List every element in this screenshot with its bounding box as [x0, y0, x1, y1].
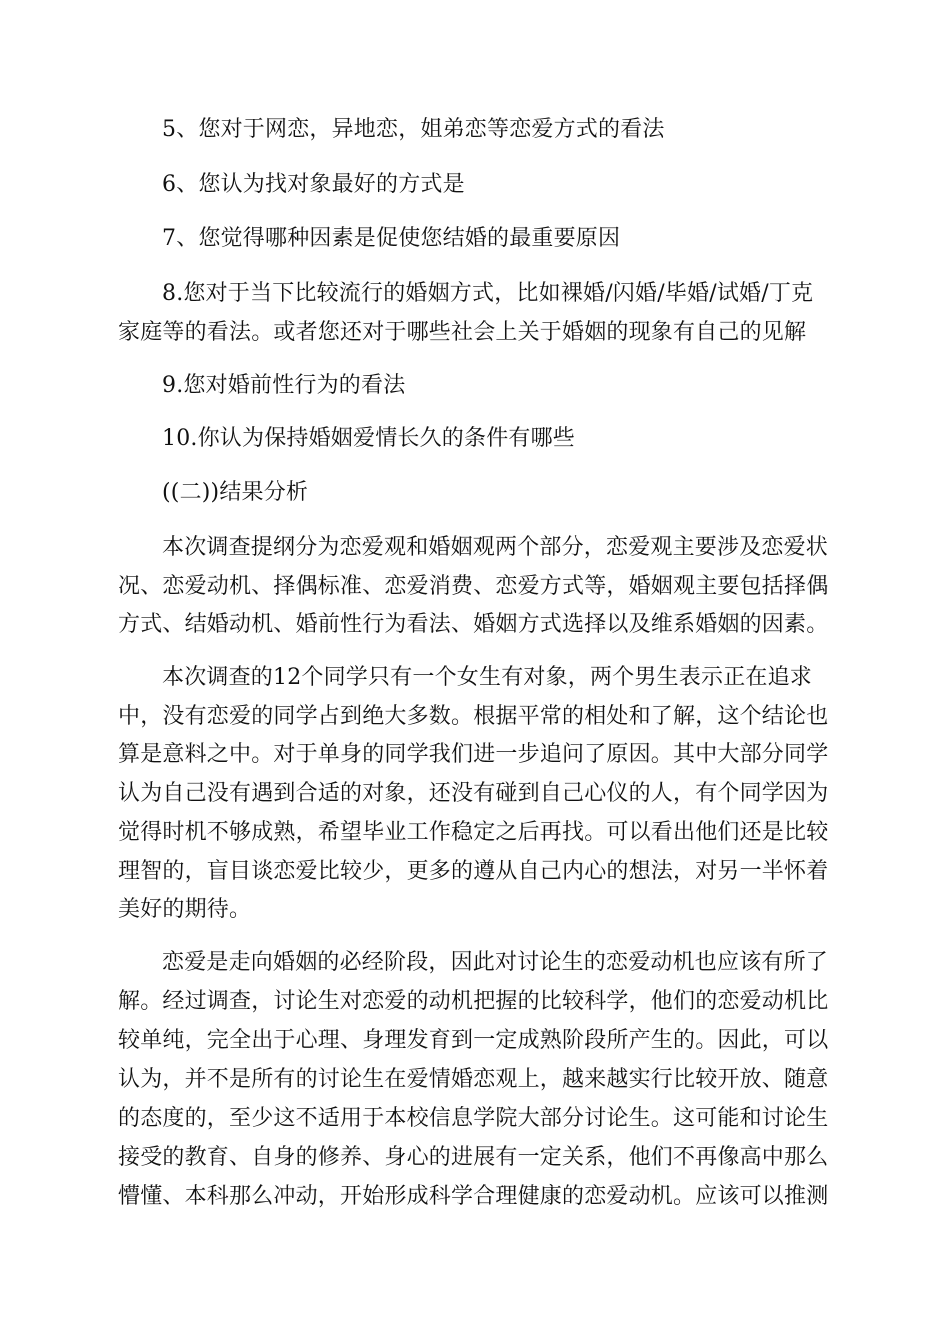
question-8-line-1: 8.您对于当下比较流行的婚姻方式，比如裸婚/闪婚/毕婚/试婚/丁克: [162, 281, 814, 306]
paragraph-3-line: 认为，并不是所有的讨论生在爱情婚恋观上，越来越实行比较开放、随意: [118, 1067, 829, 1092]
section-heading: ((二))结果分析: [162, 480, 309, 505]
question-10: 10.你认为保持婚姻爱情长久的条件有哪些: [162, 426, 575, 451]
paragraph-3-line: 较单纯，完全出于心理、身理发育到一定成熟阶段所产生的。因此，可以: [118, 1028, 829, 1053]
paragraph-2-line: 本次调查的12个同学只有一个女生有对象，两个男生表示正在追求: [162, 665, 812, 690]
paragraph-2-line: 觉得时机不够成熟，希望毕业工作稳定之后再找。可以看出他们还是比较: [118, 820, 829, 845]
paragraph-2-line: 认为自己没有遇到合适的对象，还没有碰到自己心仪的人，有个同学因为: [118, 781, 829, 806]
question-5: 5、您对于网恋，异地恋，姐弟恋等恋爱方式的看法: [162, 117, 665, 142]
paragraph-3-line: 解。经过调查，讨论生对恋爱的动机把握的比较科学，他们的恋爱动机比: [118, 989, 829, 1014]
question-8-line-2: 家庭等的看法。或者您还对于哪些社会上关于婚姻的现象有自己的见解: [118, 320, 807, 345]
question-7: 7、您觉得哪种因素是促使您结婚的最重要原因: [162, 226, 621, 251]
paragraph-3-line: 恋爱是走向婚姻的必经阶段，因此对讨论生的恋爱动机也应该有所了: [162, 950, 829, 975]
paragraph-1-line: 况、恋爱动机、择偶标准、恋爱消费、恋爱方式等，婚姻观主要包括择偶: [118, 574, 829, 599]
paragraph-1-line: 方式、结婚动机、婚前性行为看法、婚姻方式选择以及维系婚姻的因素。: [118, 612, 829, 637]
paragraph-2-line: 算是意料之中。对于单身的同学我们进一步追问了原因。其中大部分同学: [118, 742, 829, 767]
paragraph-3-line: 接受的教育、自身的修养、身心的进展有一定关系，他们不再像高中那么: [118, 1145, 829, 1170]
paragraph-2-line: 美好的期待。: [118, 897, 252, 922]
question-9: 9.您对婚前性行为的看法: [162, 373, 406, 398]
paragraph-3-line: 懵懂、本科那么冲动，开始形成科学合理健康的恋爱动机。应该可以推测: [118, 1184, 829, 1209]
paragraph-3-line: 的态度的，至少这不适用于本校信息学院大部分讨论生。这可能和讨论生: [118, 1106, 829, 1131]
paragraph-2-line: 理智的，盲目谈恋爱比较少，更多的遵从自己内心的想法，对另一半怀着: [118, 859, 829, 884]
paragraph-1-line: 本次调查提纲分为恋爱观和婚姻观两个部分，恋爱观主要涉及恋爱状: [162, 535, 829, 560]
paragraph-2-line: 中，没有恋爱的同学占到绝大多数。根据平常的相处和了解，这个结论也: [118, 704, 829, 729]
question-6: 6、您认为找对象最好的方式是: [162, 172, 465, 197]
